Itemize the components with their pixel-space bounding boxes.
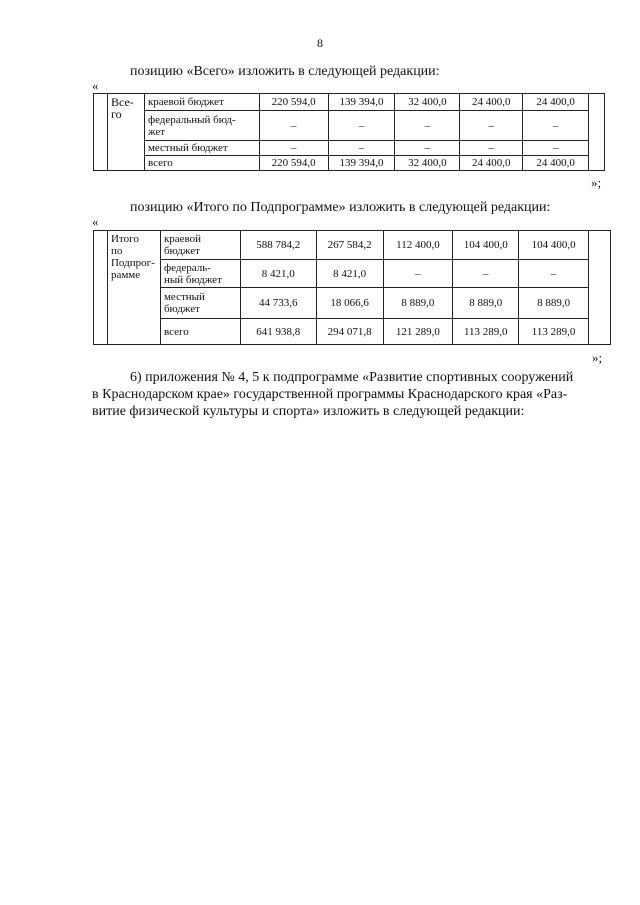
section1-cell: 24 400,0	[523, 94, 589, 111]
section2-cell: 588 784,2	[240, 231, 316, 260]
page-number: 8	[317, 36, 323, 50]
section1-row-label: федеральный бюд- жет	[144, 111, 259, 141]
section1-head: Все- го	[107, 94, 144, 171]
section2-cell: 44 733,6	[240, 288, 316, 319]
section1-row	[94, 156, 605, 171]
section1-cell: 24 400,0	[460, 94, 523, 111]
section2-row	[94, 260, 611, 288]
section1-close-quote: »;	[591, 175, 602, 190]
section2-cell: 8 421,0	[316, 260, 383, 288]
section2-table	[93, 230, 611, 345]
section1-cell: –	[395, 111, 460, 141]
section1-row-label: краевой бюджет	[144, 94, 259, 111]
section1-cell: –	[259, 141, 328, 156]
section2-cell: 8 889,0	[383, 288, 453, 319]
section2-cell: 113 289,0	[519, 319, 589, 345]
paragraph6-line1: 6) приложения № 4, 5 к подпрограмме «Развитие спортивных сооружений	[130, 370, 574, 385]
section1-row-label: всего	[144, 156, 259, 171]
section2-row-label: федераль- ный бюджет	[160, 260, 240, 288]
section1-cell: –	[328, 111, 395, 141]
section1-row-label: местный бюджет	[144, 141, 259, 156]
section2-cell: –	[453, 260, 519, 288]
section2-close-quote: »;	[592, 350, 603, 365]
section2-row-label: краевой бюджет	[160, 231, 240, 260]
section1-table	[93, 93, 605, 171]
section1-cell: –	[328, 141, 395, 156]
section2-cell: 8 889,0	[453, 288, 519, 319]
section2-cell: 104 400,0	[453, 231, 519, 260]
section1-cell: 139 394,0	[328, 94, 395, 111]
section2-cell: 18 066,6	[316, 288, 383, 319]
section1-cell: 32 400,0	[395, 156, 460, 171]
section2-cell: 113 289,0	[453, 319, 519, 345]
section2-cell: 8 421,0	[240, 260, 316, 288]
section2-cell: 8 889,0	[519, 288, 589, 319]
section1-row	[94, 141, 605, 156]
section2-open-quote: «	[92, 214, 99, 229]
section2-cell: 104 400,0	[519, 231, 589, 260]
section2-left-margin	[94, 231, 108, 345]
section2-row-label: местный бюджет	[160, 288, 240, 319]
section1-cell: 32 400,0	[395, 94, 460, 111]
section2-intro: позицию «Итого по Подпрограмме» изложить в следующей редакции:	[130, 200, 551, 215]
section1-cell: 220 594,0	[259, 156, 328, 171]
section1-cell: –	[460, 141, 523, 156]
section2-cell: 641 938,8	[240, 319, 316, 345]
section1-intro: позицию «Всего» изложить в следующей редакции:	[130, 64, 440, 79]
section1-cell: 220 594,0	[259, 94, 328, 111]
section1-cell: 139 394,0	[328, 156, 395, 171]
section1-cell: –	[523, 111, 589, 141]
section1-row	[94, 111, 605, 141]
section2-cell: 267 584,2	[316, 231, 383, 260]
section2-row	[94, 288, 611, 319]
section1-cell: –	[395, 141, 460, 156]
section2-right-margin	[589, 231, 611, 345]
section1-left-margin	[94, 94, 108, 171]
section1-cell: 24 400,0	[460, 156, 523, 171]
section1-open-quote: «	[92, 78, 99, 93]
section1-cell: 24 400,0	[523, 156, 589, 171]
section2-cell: 112 400,0	[383, 231, 453, 260]
section2-row	[94, 319, 611, 345]
paragraph6-line2: в Краснодарском крае» государственной программы Краснодарского края «Раз-	[92, 387, 568, 402]
section1-right-margin	[588, 94, 604, 171]
section1-row	[94, 94, 605, 111]
section2-row-label: всего	[160, 319, 240, 345]
section2-cell: –	[383, 260, 453, 288]
paragraph6-line3: витие физической культуры и спорта» изложить в следующей редакции:	[92, 404, 525, 419]
section2-head: Итого по Подпрог- рамме	[107, 231, 160, 345]
section1-cell: –	[259, 111, 328, 141]
section2-row	[94, 231, 611, 260]
section1-cell: –	[460, 111, 523, 141]
section2-cell: –	[519, 260, 589, 288]
section2-cell: 121 289,0	[383, 319, 453, 345]
section2-cell: 294 071,8	[316, 319, 383, 345]
section1-cell: –	[523, 141, 589, 156]
